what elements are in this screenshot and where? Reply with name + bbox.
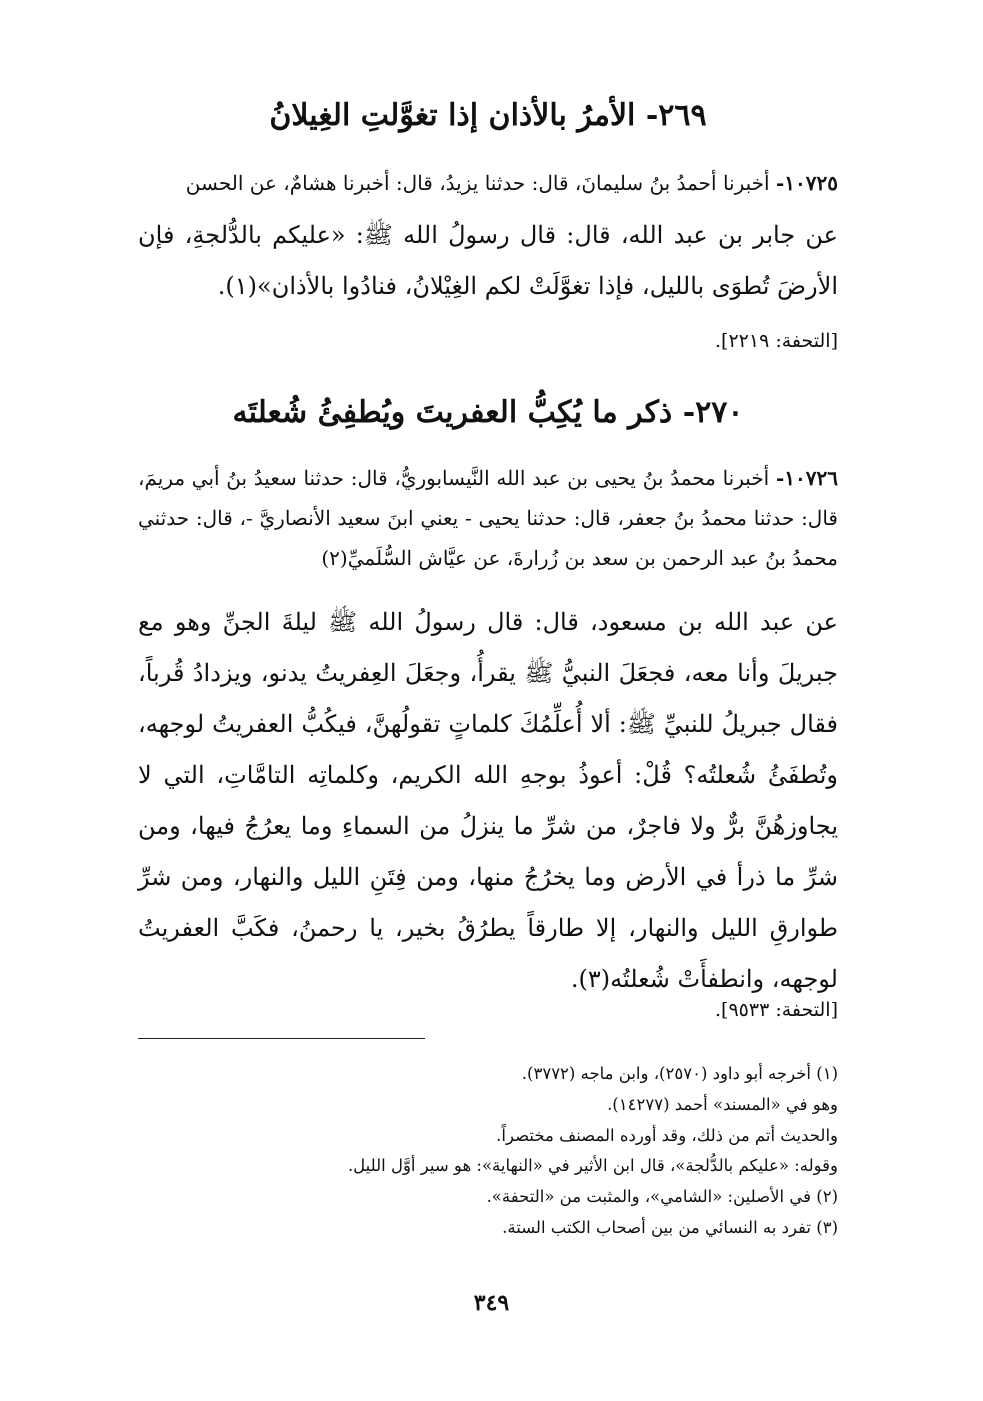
hadith-isnad: [138, 458, 838, 578]
hadith-number: ١٠٧٢٥-: [775, 171, 838, 195]
page-number: ٣٤٩: [473, 1290, 510, 1316]
footnotes: [138, 1059, 838, 1244]
chapter-title: ٢٦٩- الأمرُ بالأذان إذا تغوَّلتِ الغِيلانُ: [269, 98, 707, 133]
footnote: والحديث أتم من ذلك، وقد أورده المصنف مختصراً.: [496, 1125, 838, 1145]
isnad-text: أخبرنا محمدُ بنُ يحيى بن عبد الله النَّيسابوريُّ، قال: حدثنا سعيدُ بنُ أبي مريمَ، قال: حدثنا محمدُ بنُ جعفر، قال: حدثنا يحيى - يعني ابنَ سعيد الأنصاريَّ -، قال: حدثني محمدُ بنُ عبد الرحمن بن سعد بن زُرارةَ، عن عيَّاش السُّلَميِّ(٢): [138, 466, 838, 570]
hadith-matn: عن عبد الله بن مسعود، قال: قال رسولُ الله ﷺ ليلةَ الجنِّ وهو مع جبريلَ وأنا معه، فجعَلَ النبيُّ ﷺ يقرأُ، وجعَلَ العِفريتُ يدنو، ويزدادُ قُرباً، فقال جبريلُ للنبيِّ ﷺ: ألا أُعلِّمُكَ كلماتٍ تقولُهنَّ، فيكُبُّ العفريتُ لوجهه، وتُطفَئُ شُعلتُه؟ قُلْ: أعوذُ بوجهِ الله الكريم، وكلماتِه التامَّاتِ، التي لا يجاوزهُنَّ برٌّ ولا فاجرٌ، من شرِّ ما ينزلُ من السماءِ وما يعرُجُ فيها، ومن شرِّ ما ذرأ في الأرض وما يخرُجُ منها، ومن فِتَنِ الليل والنهار، ومن شرِّ طوارقِ الليل والنهار، إلا طارقاً يطرُقُ بخير، يا رحمنُ، فكَبَّ العفريتُ لوجهه، وانطفأَتْ شُعلتُه(٣).: [138, 608, 839, 993]
footnote-separator: [138, 1038, 425, 1039]
footnote: (٣) تفرد به النسائي من بين أصحاب الكتب الستة.: [502, 1217, 838, 1237]
footnote: وهو في «المسند» أحمد (١٤٢٧٧).: [607, 1094, 838, 1114]
tuhfa-reference: [التحفة: ٢٢١٩].: [715, 330, 838, 352]
isnad-text: أخبرنا أحمدُ بنُ سليمانَ، قال: حدثنا يزيدُ، قال: أخبرنا هشامٌ، عن الحسن: [185, 171, 770, 195]
hadith-isnad: [138, 163, 838, 203]
footnote: (١) أخرجه أبو داود (٢٥٧٠)، وابن ماجه (٣٧٧٢).: [521, 1064, 838, 1083]
hadith-number: ١٠٧٢٦-: [775, 466, 838, 490]
hadith-matn: عن جابر بن عبد الله، قال: قال رسولُ الله ﷺ: «عليكم بالدُّلجةِ، فإن الأرضَ تُطوَى بالليل، فإذا تغوَّلَتْ لكم الغِيْلانُ، فنادُوا بالأذان»(١).: [138, 221, 838, 300]
tuhfa-reference: [التحفة: ٩٥٣٣].: [715, 999, 838, 1021]
footnote: وقوله: «عليكم بالدُّلجة»، قال ابن الأثير في «النهاية»: هو سير أوَّل الليل.: [347, 1156, 838, 1176]
chapter-title: ٢٧٠- ذكر ما يُكِبُّ العفريتَ ويُطفِئُ شُعلتَه: [232, 395, 744, 430]
footnote: (٢) في الأصلين: «الشامي»، والمثبت من «التحفة».: [486, 1187, 838, 1207]
